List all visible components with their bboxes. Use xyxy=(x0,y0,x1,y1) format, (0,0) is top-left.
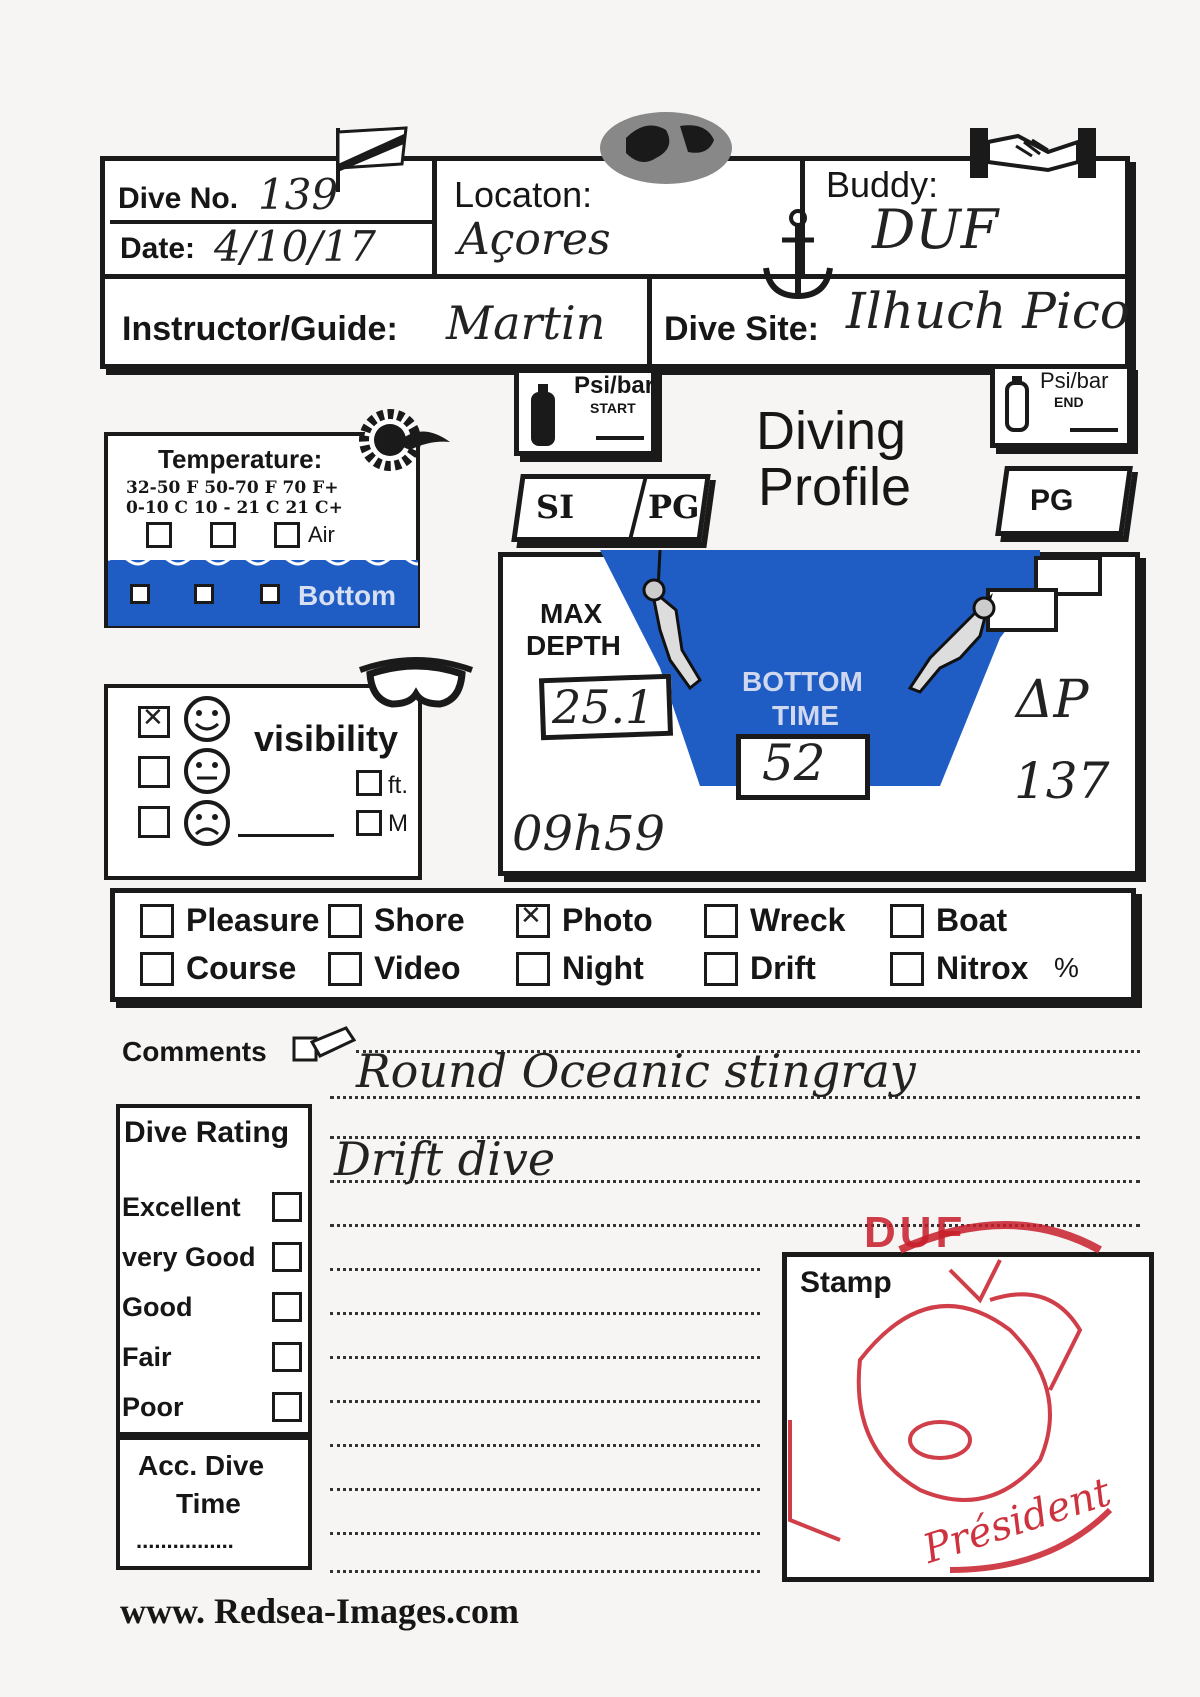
dive-type-shore-label: Shore xyxy=(374,902,465,938)
dive-no-value: 139 xyxy=(258,170,339,219)
dive-type-boat-checkbox[interactable] xyxy=(890,904,924,938)
dive-type-course-label: Course xyxy=(186,950,297,986)
dive-type-night-checkbox[interactable] xyxy=(516,952,550,986)
start-psi-label: Psi/bar xyxy=(574,372,655,399)
sun-icon xyxy=(350,400,460,480)
dive-type-boat-label: Boat xyxy=(936,902,1008,938)
rating-very-good-label: very Good xyxy=(122,1242,256,1272)
temp-air-warm-checkbox[interactable] xyxy=(274,522,300,548)
dive-type-photo-label: Photo xyxy=(562,902,653,938)
dive-type-pleasure-checkbox[interactable] xyxy=(140,904,174,938)
visibility-ft-checkbox[interactable] xyxy=(356,770,382,796)
temp-bottom-mild-checkbox[interactable] xyxy=(194,584,214,604)
header-divider-v1 xyxy=(432,156,437,276)
bottom-label: Bottom xyxy=(298,580,396,611)
temperature-title: Temperature: xyxy=(158,444,323,474)
header-divider-v3 xyxy=(647,274,652,369)
temp-bottom-cold-checkbox[interactable] xyxy=(130,584,150,604)
dive-site-value: Ilhuch Pico xyxy=(846,282,1130,340)
rating-excellent-label: Excellent xyxy=(122,1192,241,1222)
instructor-label: Instructor/Guide: xyxy=(122,310,398,348)
dive-rating-title: Dive Rating xyxy=(124,1116,290,1149)
rating-excellent-checkbox[interactable] xyxy=(272,1192,302,1222)
visibility-m-checkbox[interactable] xyxy=(356,810,382,836)
diver-ascending-icon xyxy=(900,588,1010,698)
dive-type-course-checkbox[interactable] xyxy=(140,952,174,986)
visibility-m-label: M xyxy=(388,810,408,837)
end-psi-label: Psi/bar xyxy=(1040,368,1109,393)
pg-label: PG xyxy=(648,488,700,526)
visibility-label: visibility xyxy=(254,718,399,759)
delta-p-label: ΔP xyxy=(1016,670,1089,730)
dive-type-night-label: Night xyxy=(562,950,644,986)
dive-type-drift-label: Drift xyxy=(750,950,816,986)
location-label: Locaton: xyxy=(454,174,593,215)
acc-time-placeholder: ................ xyxy=(136,1528,234,1553)
date-label: Date: xyxy=(120,232,196,265)
visibility-medium-checkbox[interactable] xyxy=(138,756,170,788)
max-depth-label-2: DEPTH xyxy=(526,630,621,661)
max-depth-value: 25.1 xyxy=(552,680,655,734)
dive-type-video-checkbox[interactable] xyxy=(328,952,362,986)
profile-title-line1: Diving xyxy=(756,401,907,461)
dive-no-label: Dive No. xyxy=(118,182,239,215)
rating-poor-checkbox[interactable] xyxy=(272,1392,302,1422)
dive-type-shore-checkbox[interactable] xyxy=(328,904,362,938)
rating-poor-label: Poor xyxy=(122,1392,184,1422)
si-label: SI xyxy=(536,488,575,526)
rating-very-good-checkbox[interactable] xyxy=(272,1242,302,1272)
comment-text-2: Drift dive xyxy=(334,1132,556,1186)
bottom-time-label-2: TIME xyxy=(772,700,839,731)
bottom-time-label-1: BOTTOM xyxy=(742,666,863,697)
comments-label: Comments xyxy=(122,1036,267,1067)
dive-type-video-label: Video xyxy=(374,950,461,986)
wave-line xyxy=(108,552,418,566)
delta-p-value: 137 xyxy=(1014,752,1110,810)
comment-line-6 xyxy=(330,1268,760,1271)
header-divider-h xyxy=(100,274,1130,279)
dive-site-label: Dive Site: xyxy=(664,310,819,348)
comment-line-10 xyxy=(330,1444,760,1447)
comment-text-1: Round Oceanic stingray xyxy=(356,1044,916,1098)
buddy-value: DUF xyxy=(872,198,999,261)
tank-start-icon xyxy=(528,384,558,446)
comment-line-9 xyxy=(330,1400,760,1403)
temp-bottom-warm-checkbox[interactable] xyxy=(260,584,280,604)
dive-type-photo-checkbox[interactable] xyxy=(516,904,550,938)
temperature-c-row: 0-10 C 10 - 21 C 21 C+ xyxy=(126,498,343,518)
pencil-icon xyxy=(288,1020,358,1070)
handshake-icon xyxy=(968,122,1098,184)
smile-happy-icon xyxy=(182,694,232,744)
temp-air-cold-checkbox[interactable] xyxy=(146,522,172,548)
smile-sad-icon xyxy=(182,798,232,848)
instructor-value: Martin xyxy=(446,296,606,350)
mask-icon xyxy=(356,654,476,720)
dive-type-wreck-label: Wreck xyxy=(750,902,846,938)
visibility-poor-checkbox[interactable] xyxy=(138,806,170,838)
comment-line-13 xyxy=(330,1570,760,1573)
stamp-bottom-text: Président xyxy=(917,1469,1117,1573)
temp-air-mild-checkbox[interactable] xyxy=(210,522,236,548)
time-in-value: 09h59 xyxy=(512,806,666,862)
stamp-label: Stamp xyxy=(800,1266,892,1299)
tank-end-icon xyxy=(1004,376,1030,432)
dive-type-nitrox-checkbox[interactable] xyxy=(890,952,924,986)
nitrox-unit: % xyxy=(1054,952,1079,983)
comment-line-12 xyxy=(330,1532,760,1535)
comment-line-8 xyxy=(330,1356,760,1359)
rating-fair-checkbox[interactable] xyxy=(272,1342,302,1372)
acc-time-line1: Acc. Dive xyxy=(138,1450,265,1481)
smile-neutral-icon xyxy=(182,746,232,796)
dive-flag-icon xyxy=(330,124,410,194)
acc-time-line2: Time xyxy=(176,1488,241,1519)
anchor-icon xyxy=(758,208,838,303)
start-sub-label: START xyxy=(590,400,636,416)
visibility-ft-label: ft. xyxy=(388,772,409,799)
stamp-top-text: DUF xyxy=(864,1208,967,1257)
profile-title-line2: Profile xyxy=(758,457,912,517)
start-psi-line xyxy=(596,436,644,440)
bottom-time-value: 52 xyxy=(762,734,826,792)
dive-type-nitrox-label: Nitrox xyxy=(936,950,1029,986)
end-sub-label: END xyxy=(1054,394,1084,410)
rating-good-checkbox[interactable] xyxy=(272,1292,302,1322)
location-value: Açores xyxy=(458,214,611,265)
end-psi-line xyxy=(1070,428,1118,432)
air-label: Air xyxy=(308,522,335,547)
temperature-f-row: 32-50 F 50-70 F 70 F+ xyxy=(126,478,339,498)
rating-fair-label: Fair xyxy=(122,1342,172,1372)
end-pg-label: PG xyxy=(1030,484,1074,517)
comment-line-11 xyxy=(330,1488,760,1491)
globe-icon xyxy=(596,108,736,188)
rating-good-label: Good xyxy=(122,1292,193,1322)
buddy-label: Buddy: xyxy=(826,164,939,205)
visibility-good-checkbox[interactable] xyxy=(138,706,170,738)
dive-type-drift-checkbox[interactable] xyxy=(704,952,738,986)
footer-url[interactable]: www. Redsea-Images.com xyxy=(120,1591,519,1631)
visibility-value-line xyxy=(238,834,334,837)
date-value: 4/10/17 xyxy=(214,222,376,271)
dive-type-pleasure-label: Pleasure xyxy=(186,902,320,938)
comment-line-7 xyxy=(330,1312,760,1315)
dive-type-wreck-checkbox[interactable] xyxy=(704,904,738,938)
max-depth-label-1: MAX xyxy=(540,598,603,629)
